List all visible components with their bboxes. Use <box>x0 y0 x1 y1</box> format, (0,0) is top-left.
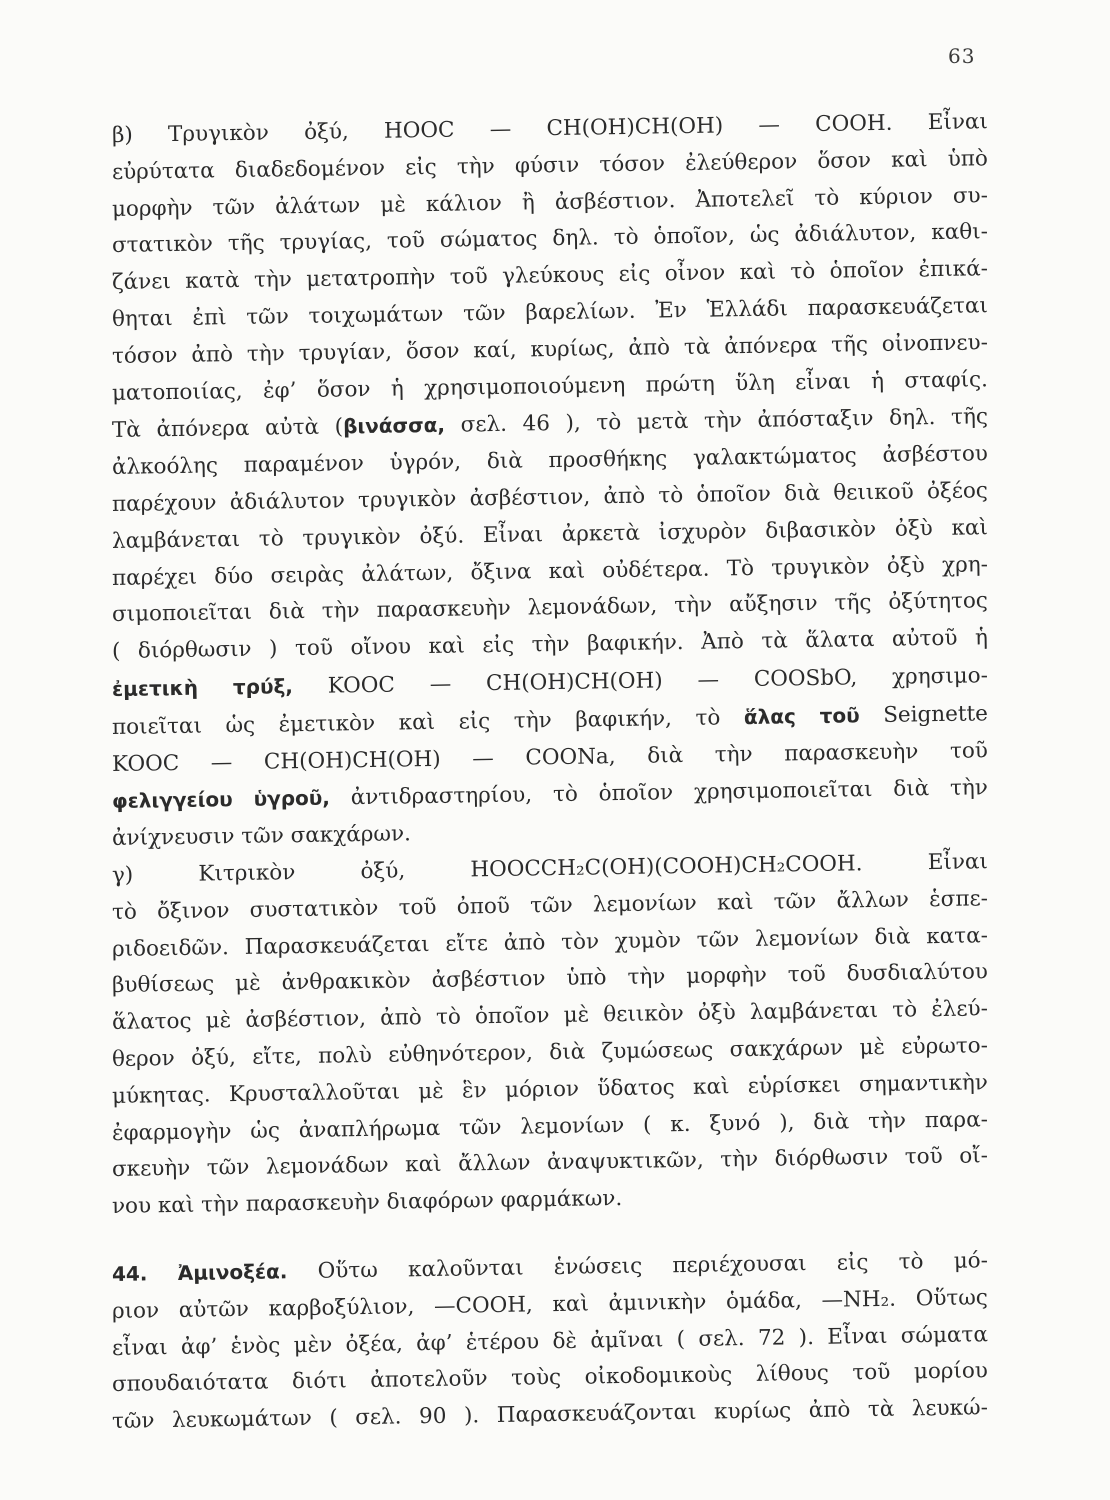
text-line: ριον αὐτῶν καρβοξύλιον, —COOH, καὶ ἀμινικὴν ὁμάδα, —NH₂. Οὕτως <box>111 1284 989 1324</box>
page-text <box>111 109 989 1441</box>
section-44-amino-acids <box>111 1248 989 1441</box>
text-run: ἀντιδραστηρίου, τὸ ὁποῖον χρησιμοποιεῖται διὰ τὴν <box>329 775 989 811</box>
text-line: παρέχει δύο σειρὰς ἀλάτων, ὄξινα καὶ οὐδέτερα. Τὸ τρυγικὸν ὀξὺ χρη- <box>111 551 989 591</box>
text-line: στατικὸν τῆς τρυγίας, τοῦ σώματος δηλ. τὸ ὁποῖον, ὡς ἀδιάλυτον, καθι- <box>111 219 989 259</box>
text-line: γ) Κιτρικὸν ὀξύ, HOOCCH₂C(OH)(COOH)CH₂COOH. Εἶναι <box>111 849 989 888</box>
bold-term-seignette-salt: ἅλας τοῦ <box>743 703 860 729</box>
text-line: τὸ ὄξινον συστατικὸν τοῦ ὀποῦ τῶν λεμονίων καὶ τῶν ἄλλων ἑσπε- <box>111 885 989 925</box>
text-line: ( διόρθωσιν ) τοῦ οἴνου καὶ εἰς τὴν βαφικήν. Ἀπὸ τὰ ἅλατα αὐτοῦ ἡ <box>111 625 989 665</box>
text-line: σιμοποιεῖται διὰ τὴν παρασκευὴν λεμονάδων, τὴν αὔξησιν τῆς ὀξύτητος <box>111 588 989 628</box>
text-line: βυθίσεως μὲ ἀνθρακικὸν ἀσβέστιον ὑπὸ τὴν μορφὴν τοῦ δυσδιαλύτου <box>111 959 989 999</box>
bold-term-vinassa: βινάσσα, <box>342 413 446 439</box>
page-number: 63 <box>948 44 976 68</box>
text-line: λαμβάνεται τὸ τρυγικὸν ὀξύ. Εἶναι ἀρκετὰ ἰσχυρὸν διβασικὸν ὀξὺ καὶ <box>111 515 989 554</box>
text-line: σπουδαιότατα διότι ἀποτελοῦν τοὺς οἰκοδομικοὺς λίθους τοῦ μορίου <box>111 1358 989 1398</box>
text-run: Seignette <box>859 700 989 729</box>
text-line: θερον ὀξύ, εἴτε, πολὺ εὐθηνότερον, διὰ ζυμώσεως σακχάρων μὲ εὐρωτο- <box>111 1033 989 1072</box>
text-line: μορφὴν τῶν ἀλάτων μὲ κάλιον ἢ ἀσβέστιον. Ἀποτελεῖ τὸ κύριον συ- <box>111 182 989 222</box>
text-line: ματοποιίας, ἐφ’ ὅσον ἡ χρησιμοποιούμενη πρώτη ὕλη εἶναι ἡ σταφίς. <box>111 366 989 406</box>
text-line: τῶν λευκωμάτων ( σελ. 90 ). Παρασκευάζονται κυρίως ἀπὸ τὰ λευκώ- <box>111 1395 989 1435</box>
section-heading: 44. Ἀμινοξέα. <box>111 1259 288 1286</box>
text-run: Οὕτω καλοῦνται ἑνώσεις περιέχουσαι εἰς τὸ μό- <box>287 1248 989 1285</box>
text-line: ἅλατος μὲ ἀσβέστιον, ἀπὸ τὸ ὁποῖον μὲ θειικὸν ὀξὺ λαμβάνεται τὸ ἐλεύ- <box>111 996 989 1036</box>
text-line: ἐφαρμογὴν ὡς ἀναπλήρωμα τῶν λεμονίων ( κ. ξυνό ), διὰ τὴν παρα- <box>111 1106 989 1146</box>
text-line: τόσον ἀπὸ τὴν τρυγίαν, ὅσον καί, κυρίως, ἀπὸ τὰ ἀπόνερα τῆς οἰνοπνευ- <box>111 330 989 369</box>
text-line: μύκητας. Κρυσταλλοῦται μὲ ἓν μόριον ὕδατος καὶ εὑρίσκει σημαντικὴν <box>111 1069 989 1109</box>
bold-term-fehling-solution: φελιγγείου ὑγροῦ, <box>111 785 331 814</box>
text-line: εἶναι ἀφ’ ἑνὸς μὲν ὀξέα, ἀφ’ ἑτέρου δὲ ἀμῖναι ( σελ. 72 ). Εἶναι σώματα <box>111 1321 989 1361</box>
bold-term-emetic-tartar: ἐμετικὴ τρύξ, <box>111 674 294 701</box>
paragraph-tartaric-acid <box>111 109 989 858</box>
text-line: θηται ἐπὶ τῶν τοιχωμάτων τῶν βαρελίων. Ἐν Ἑλλάδι παρασκευάζεται <box>111 293 989 332</box>
text-run: KOOC — CH(OH)CH(OH) — COOSbO, χρησιμο- <box>292 663 989 700</box>
text-line: ἀλκοόλης παραμένον ὑγρόν, διὰ προσθήκης γαλακτώματος ἀσβέστου <box>111 441 989 481</box>
text-line: ἀνίχνευσιν τῶν σακχάρων. <box>111 821 412 852</box>
text-line: νου καὶ τὴν παρασκευὴν διαφόρων φαρμάκων. <box>111 1186 623 1220</box>
text-run: ποιεῖται ὡς ἐμετικὸν καὶ εἰς τὴν βαφικήν, τὸ <box>111 704 745 740</box>
text-line: KOOC — CH(OH)CH(OH) — COONa, διὰ τὴν παρασκευὴν τοῦ <box>111 737 989 777</box>
text-line: β) Τρυγικὸν ὀξύ, HOOC — CH(OH)CH(OH) — COOH. Εἶναι <box>111 109 989 148</box>
paragraph-citric-acid <box>111 849 989 1226</box>
text-line: ζάνει κατὰ τὴν μετατροπὴν τοῦ γλεύκους εἰς οἶνον καὶ τὸ ὁποῖον ἐπικά- <box>111 256 989 296</box>
text-line: παρέχουν ἀδιάλυτον τρυγικὸν ἀσβέστιον, ἀπὸ τὸ ὁποῖον διὰ θειικοῦ ὀξέος <box>111 478 989 517</box>
text-run: σελ. 46 ), τὸ μετὰ τὴν ἀπόσταξιν δηλ. τῆς <box>444 404 989 439</box>
text-run: Τὰ ἀπόνερα αὐτὰ ( <box>111 414 344 444</box>
text-line: ριδοειδῶν. Παρασκευάζεται εἴτε ἀπὸ τὸν χυμὸν τῶν λεμονίων διὰ κατα- <box>111 922 989 962</box>
text-line: σκευὴν τῶν λεμονάδων καὶ ἄλλων ἀναψυκτικῶν, τὴν διόρθωσιν τοῦ οἴ- <box>111 1143 989 1183</box>
text-line: εὐρύτατα διαδεδομένον εἰς τὴν φύσιν τόσον ἐλεύθερον ὅσον καὶ ὑπὸ <box>111 146 989 185</box>
